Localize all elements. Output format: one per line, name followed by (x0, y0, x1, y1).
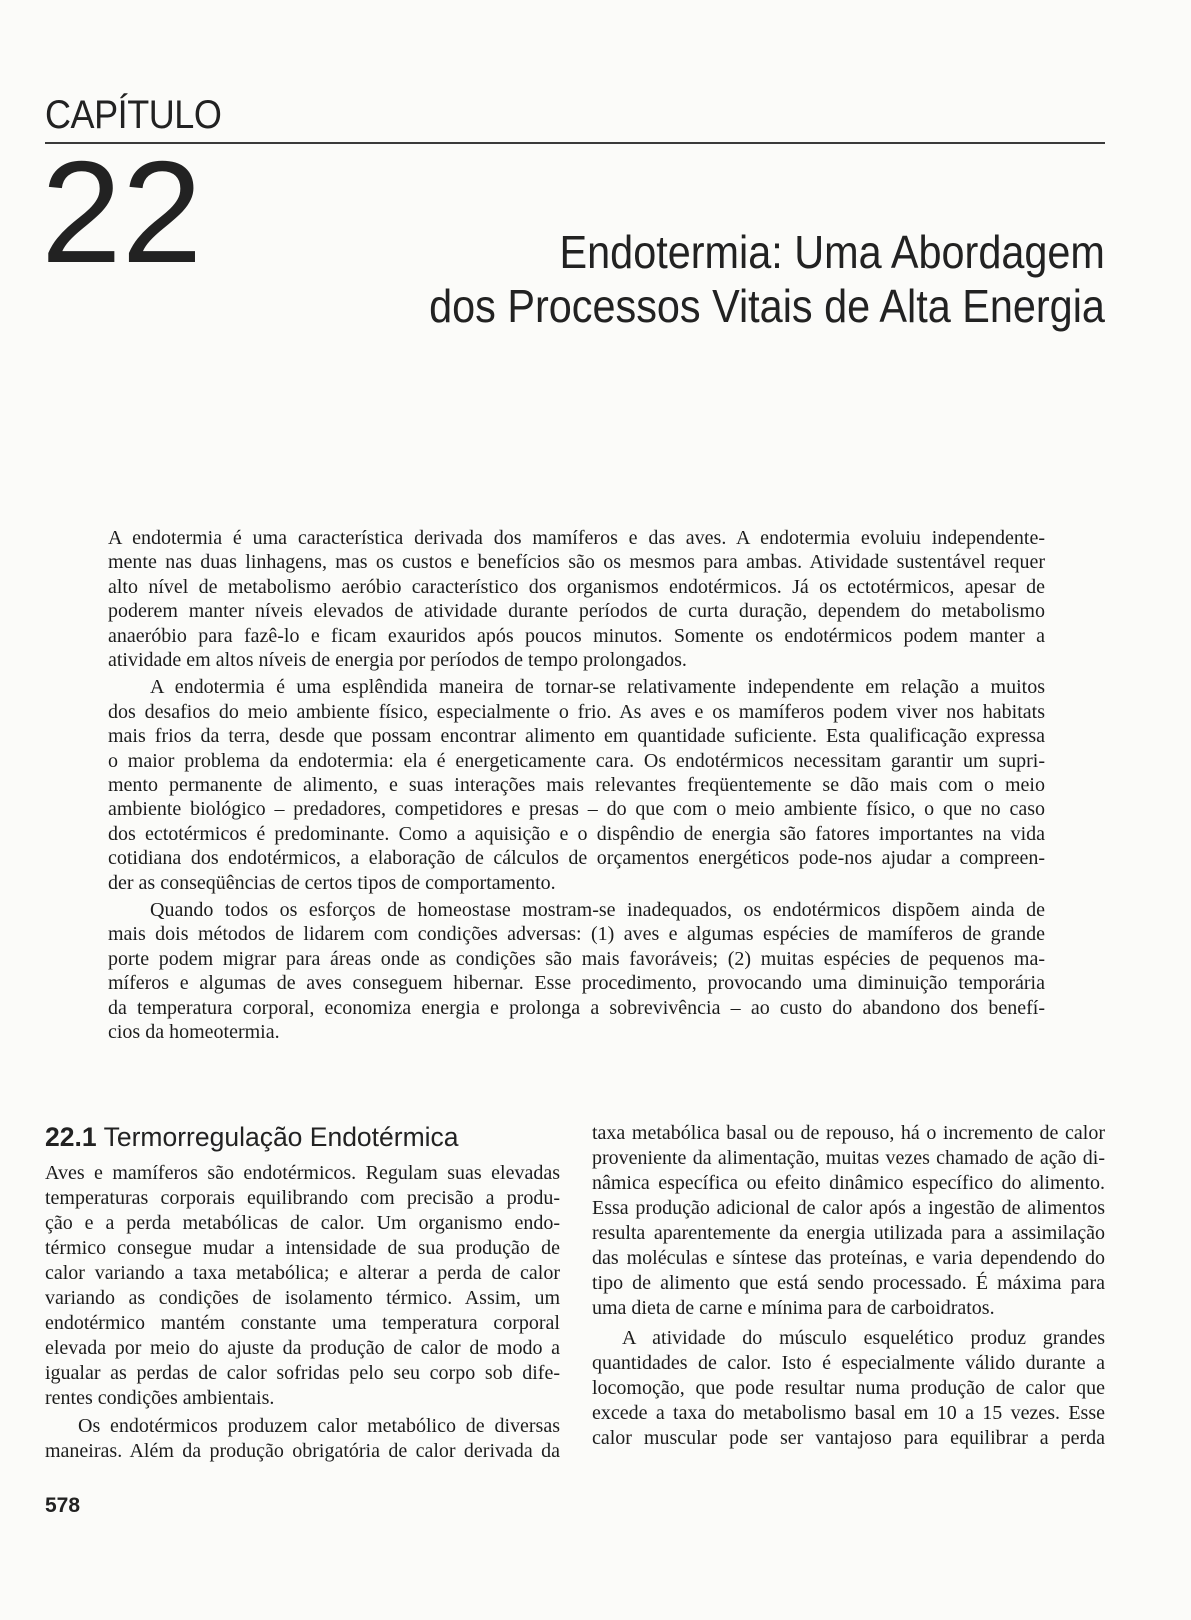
text-line: porte podem migrar para áreas onde as condições são mais favoráveis; (2) muitas espécies de pequenos ma- (108, 947, 1045, 970)
text-line: atividade em altos níveis de energia por períodos de tempo prolongados. (108, 649, 687, 672)
text-line: calor variando a taxa metabólica; e alterar a perda de calor (45, 1262, 560, 1284)
text-line: das moléculas e síntese das proteínas, e varia dependendo do (592, 1247, 1105, 1269)
section-heading (45, 1120, 459, 1154)
text-line: da temperatura corporal, economiza energia e prolonga a sobrevivência – ao custo do abandono dos benefí- (108, 996, 1045, 1019)
text-line: nâmica específica ou efeito dinâmico específico do alimento. (592, 1172, 1105, 1194)
text-line: mento permanente de alimento, e suas interações mais relevantes freqüentemente se dão mais com o meio (108, 773, 1045, 796)
text-line: excede a taxa do metabolismo basal em 10 a 15 vezes. Esse (592, 1402, 1105, 1424)
intro-paragraph (108, 526, 1045, 673)
body-paragraph (592, 1326, 1105, 1451)
text-line: proveniente da alimentação, muitas vezes chamado de ação di- (592, 1147, 1105, 1169)
text-line: rentes condições ambientais. (45, 1387, 275, 1409)
text-line: Essa produção adicional de calor após a ingestão de alimentos (592, 1197, 1105, 1219)
text-line: mais frios da terra, desde que possam encontrar alimento em quantidade suficiente. Esta qualificação expressa (108, 725, 1045, 748)
chapter-label: CAPÍTULO (45, 93, 222, 137)
text-line: quantidades de calor. Isto é especialmente válido durante a (592, 1352, 1105, 1374)
text-line: locomoção, que pode resultar numa produção de calor que (592, 1377, 1105, 1399)
text-line: maneiras. Além da produção obrigatória de calor derivada da (45, 1440, 560, 1462)
text-line: der as conseqüências de certos tipos de comportamento. (108, 871, 556, 894)
page-number: 578 (45, 1494, 81, 1517)
text-line: ambiente biológico – predadores, competidores e presas – do que com o meio ambiente físico, o que no caso (108, 798, 1045, 821)
right-column (592, 1121, 1105, 1451)
text-line: taxa metabólica basal ou de repouso, há o incremento de calor (592, 1122, 1105, 1144)
text-line: dos ectotérmicos é predominante. Como a aquisição e o dispêndio de energia são fatores importantes na vida (108, 822, 1045, 845)
text-line: A atividade do músculo esquelético produz grandes (622, 1327, 1105, 1349)
text-line: elevada por meio do ajuste da produção de calor de modo a (45, 1337, 560, 1359)
text-line: temperaturas corporais equilibrando com precisão a produ- (45, 1187, 560, 1209)
text-line: uma dieta de carne e mínima para de carboidratos. (592, 1297, 995, 1319)
chapter-title (429, 225, 1105, 333)
text-line: míferos e algumas de aves conseguem hibernar. Esse procedimento, provocando uma diminuição temporária (108, 972, 1045, 995)
text-line: ção e a perda metabólicas de calor. Um organismo endo- (45, 1212, 560, 1234)
text-line: igualar as perdas de calor sofridas pelo seu corpo sob dife- (45, 1362, 560, 1384)
text-line: alto nível de metabolismo aeróbio característico dos organismos endotérmicos. Já os ectotérmicos, apesar de (108, 575, 1045, 598)
text-line: tipo de alimento que está sendo processado. É máxima para (592, 1272, 1105, 1294)
text-line: cotidiana dos endotérmicos, a elaboração de cálculos de orçamentos energéticos pode-nos ajudar a compreen- (108, 847, 1045, 870)
intro-paragraph (108, 898, 1045, 1045)
section-title: Termorregulação Endotérmica (103, 1122, 459, 1152)
text-line: o maior problema da endotermia: ela é energeticamente cara. Os endotérmicos necessitam garantir um supri- (108, 749, 1045, 772)
text-line: poderem manter níveis elevados de atividade durante períodos de curta duração, dependem do metabolismo (108, 600, 1045, 623)
chapter-number: 22 (41, 131, 203, 293)
text-line: anaeróbio para fazê-lo e ficam exauridos após poucos minutos. Somente os endotérmicos podem manter a (108, 624, 1045, 647)
text-line: Quando todos os esforços de homeostase mostram-se inadequados, os endotérmicos dispõem ainda de (150, 898, 1045, 921)
text-line: A endotermia é uma característica derivada dos mamíferos e das aves. A endotermia evoluiu independente- (108, 527, 1045, 549)
intro-paragraph (108, 675, 1045, 895)
text-line: A endotermia é uma esplêndida maneira de tornar-se relativamente independente em relação a muitos (150, 676, 1045, 699)
text-line: endotérmico mantém constante uma temperatura corporal (45, 1312, 560, 1334)
text-line: Aves e mamíferos são endotérmicos. Regulam suas elevadas (45, 1162, 560, 1184)
left-column (45, 1161, 560, 1464)
text-line: térmico consegue mudar a intensidade de sua produção de (45, 1237, 560, 1259)
body-paragraph (592, 1121, 1105, 1321)
chapter-introduction (108, 526, 1045, 1044)
chapter-divider (45, 142, 1105, 144)
text-line: calor muscular pode ser vantajoso para equilibrar a perda (592, 1427, 1105, 1449)
text-line: variando as condições de isolamento térmico. Assim, um (45, 1287, 560, 1309)
section-number: 22.1 (45, 1122, 97, 1152)
body-paragraph (45, 1161, 560, 1411)
text-line: Os endotérmicos produzem calor metabólico de diversas (78, 1415, 560, 1437)
chapter-title-line: dos Processos Vitais de Alta Energia (429, 280, 1105, 332)
text-line: mais dois métodos de lidarem com condições adversas: (1) aves e algumas espécies de mamíferos de grande (108, 923, 1045, 946)
text-line: cios da homeotermia. (108, 1020, 280, 1043)
text-line: dos desafios do meio ambiente físico, especialmente o frio. As aves e os mamíferos podem viver nos habitats (108, 700, 1045, 723)
body-paragraph (45, 1414, 560, 1464)
text-line: resulta aparentemente da energia utilizada para a assimilação (592, 1222, 1105, 1244)
text-line: mente nas duas linhagens, mas os custos e benefícios são os mesmos para ambas. Atividade sustentável requer (108, 551, 1045, 574)
chapter-title-line: Endotermia: Uma Abordagem (559, 226, 1105, 278)
